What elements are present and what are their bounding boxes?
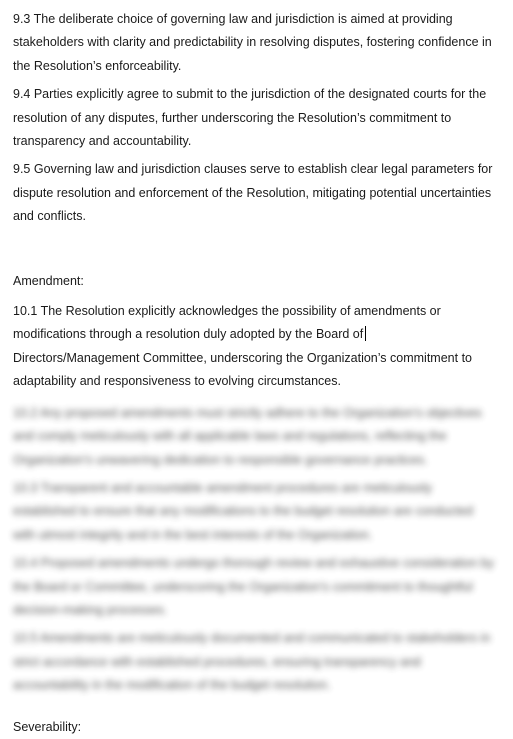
text-cursor (365, 326, 366, 341)
paragraph-10-1 (13, 300, 495, 394)
paragraph-10-1-part-2: Directors/Management Committee, underscoring the Organization’s commitment to adaptability and responsiveness to evolving circumstances. (13, 350, 472, 389)
document-body[interactable] (13, 8, 495, 739)
heading-severability: Severability: (13, 719, 82, 734)
blurred-paragraph-10-4: 10.4 Proposed amendments undergo thorough review and exhaustive consideration by the Board or Committee, underscoring the Organization’s commitment to thoughtful decision-making processes. (13, 556, 494, 617)
paragraph-9-4: 9.4 Parties explicitly agree to submit to the jurisdiction of the designated courts for the resolution of any disputes, further underscoring the Resolution’s commitment to transparency and accountability. (13, 87, 487, 149)
paragraph-9-3: 9.3 The deliberate choice of governing law and jurisdiction is aimed at providing stakeholders with clarity and predictability in resolving disputes, fostering confidence in the Resolution’s enforceability. (13, 12, 492, 73)
paragraph-10-1-part-1: 10.1 The Resolution explicitly acknowledges the possibility of amendments or modifications through a resolution duly adopted by the Board of (13, 304, 441, 342)
blurred-paragraph-10-3: 10.3 Transparent and accountable amendment procedures are meticulously established to ensure that any modifications to the budget resolution are conducted with utmost integrity and in the best interests of the Organization. (13, 480, 474, 542)
blurred-paragraph-10-2: 10.2 Any proposed amendments must strictly adhere to the Organization’s objectives and comply meticulously with all applicable laws and regulations, reflecting the Organization’s unwavering dedication to responsible governance practices. (13, 405, 482, 467)
heading-amendment: Amendment: (13, 273, 84, 288)
paragraph-9-5: 9.5 Governing law and jurisdiction clauses serve to establish clear legal parameters for dispute resolution and enforcement of the Resolution, mitigating potential uncertainties and conflicts. (13, 162, 493, 224)
blurred-paragraph-10-5: 10.5 Amendments are meticulously documented and communicated to stakeholders in strict accordance with established procedures, ensuring transparency and accountability in the modification of the budget resolution. (13, 631, 491, 693)
